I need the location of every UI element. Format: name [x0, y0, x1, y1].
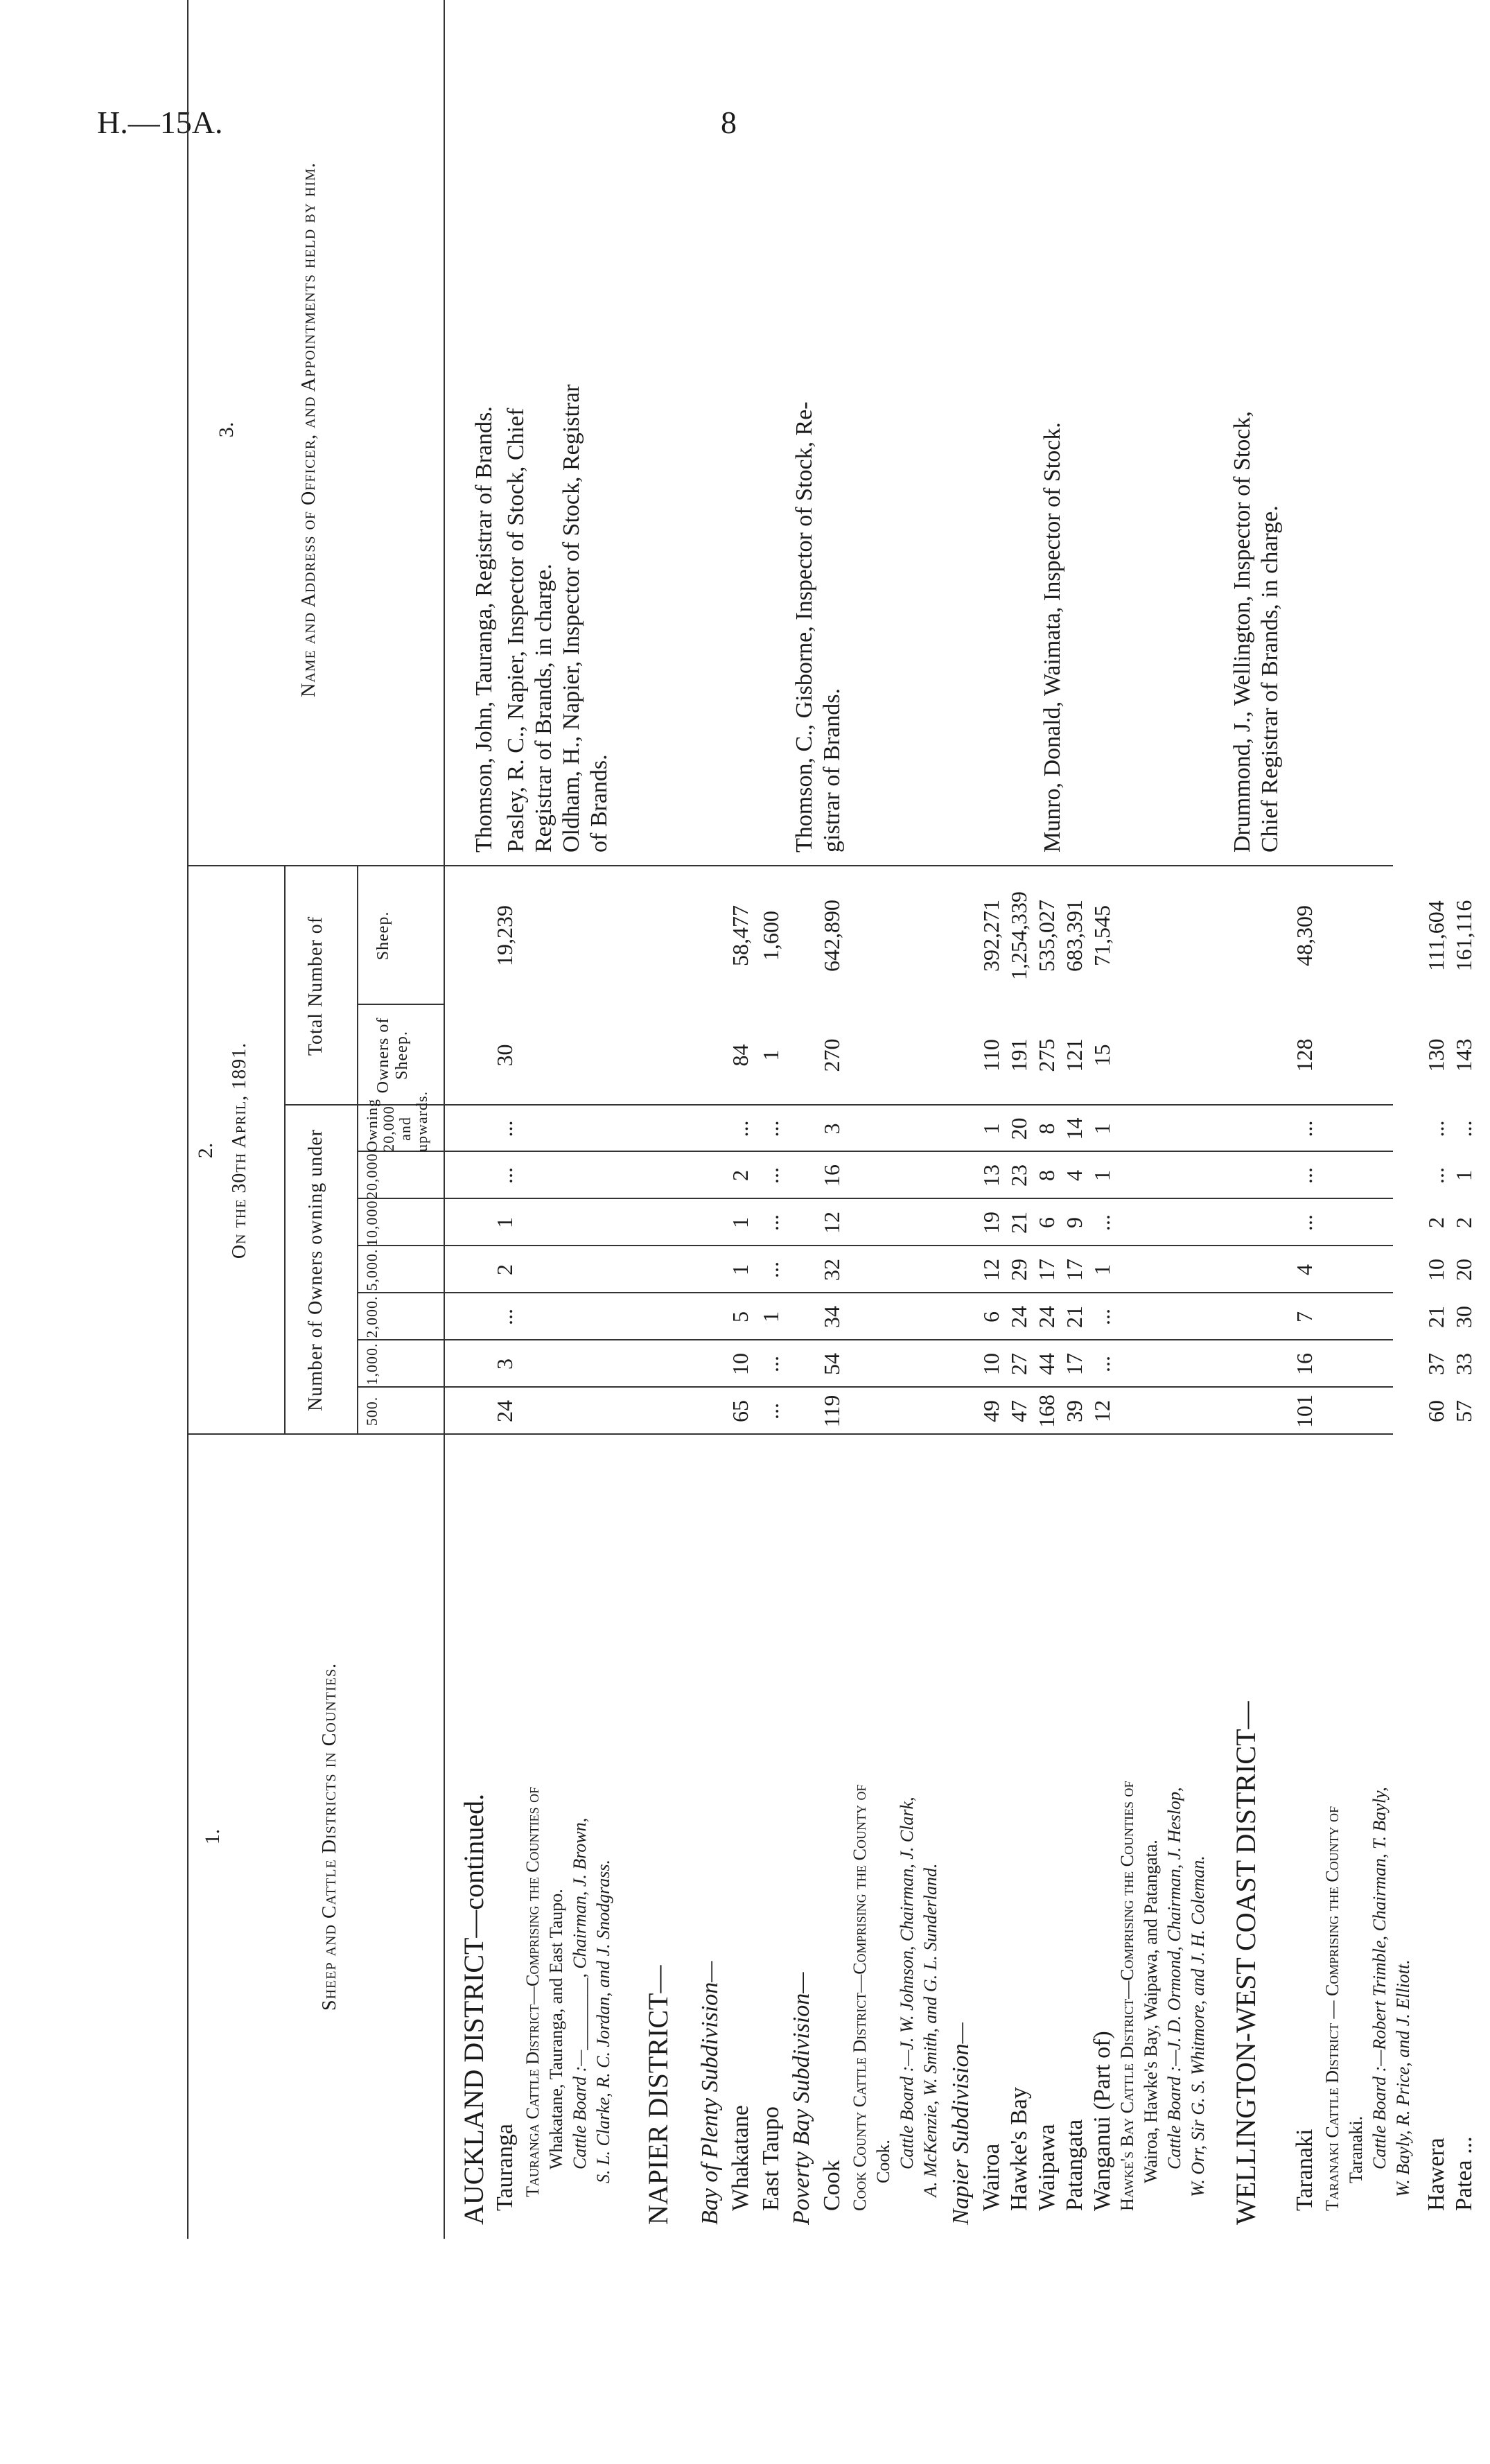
napier-row-v5000: 12 [979, 1259, 1003, 1281]
taranaki-cattle-district: Taranaki Cattle District — Comprising the County of [1322, 1806, 1342, 2211]
taranaki-row-sheep: 48,309 [1292, 905, 1317, 966]
napier-row-owners: 110 [979, 1039, 1003, 1072]
bop-row-v500: ... [758, 1403, 783, 1419]
napier-row-v1000: 27 [1006, 1353, 1031, 1375]
wellington-row-owners: 130 [1423, 1038, 1448, 1072]
napier-row-v20000: 1 [1089, 1170, 1114, 1181]
rule-col2 [187, 865, 1393, 866]
page-number: 8 [721, 105, 737, 140]
napier-officer-2: Oldham, H., Napier, Inspector of Stock, Registrar [559, 384, 584, 853]
taranaki-row-v10000: ... [1292, 1214, 1317, 1231]
rotated-table [187, 0, 1477, 2239]
wellington-row-sheep: 161,116 [1451, 900, 1476, 972]
bop-row-label: East Taupo [758, 2106, 784, 2211]
wellington-row-v20000: ... [1423, 1167, 1448, 1184]
napier-title: NAPIER DISTRICT— [642, 1965, 674, 2225]
wellington-row-v500: 57 [1451, 1400, 1476, 1422]
wellington-row-owners: 143 [1451, 1038, 1476, 1072]
napier-officer-1b: Registrar of Brands, in charge. [531, 563, 556, 853]
rule-owners-group [284, 866, 286, 1435]
napier-row-v500: 49 [979, 1400, 1003, 1422]
cook-row-sheep: 642,890 [819, 900, 844, 972]
napier-row-v500: 12 [1089, 1400, 1114, 1422]
napier-row-v10000: 19 [979, 1212, 1003, 1234]
cook-row-v10000: 12 [819, 1212, 844, 1234]
owners-col-header: 10,000. [363, 1196, 380, 1246]
bop-row-label: Whakatane [728, 2105, 753, 2211]
wellington-officer-1: Drummond, J., Wellington, Inspector of Stock, [1229, 411, 1255, 853]
napier-officer-2b: of Brands. [586, 754, 612, 853]
wellington-row-v2000: 30 [1451, 1306, 1476, 1328]
cook-row-v500: 119 [819, 1395, 844, 1428]
napier-row-v2000: 24 [1006, 1306, 1031, 1328]
rule-total-sub [357, 866, 358, 1106]
wellington-row-vup: ... [1451, 1120, 1476, 1137]
hb-cattle-board: Cattle Board :—J. D. Ormond, Chairman, J. Heslop, [1164, 1787, 1184, 2169]
napier-row-owners: 275 [1034, 1038, 1059, 1072]
napier-officer-1: Pasley, R. C., Napier, Inspector of Stock, Chief [503, 408, 529, 853]
napier-row-v2000: ... [1089, 1309, 1114, 1325]
cook-cattle-board-2: A. McKenzie, W. Smith, and G. L. Sunderland. [920, 1863, 940, 2197]
tauranga-row-v2000: ... [492, 1309, 517, 1325]
wellington-row-vup: ... [1423, 1120, 1448, 1137]
col2-title: On the 30th April, 1891. [229, 1042, 250, 1259]
col2-number: 2. [194, 1142, 217, 1159]
wellington-row-v5000: 20 [1451, 1259, 1476, 1281]
bop-row-sheep: 1,600 [758, 911, 783, 961]
taranaki-cattle-board: Cattle Board :—Robert Trimble, Chairman, T. Bayly, [1369, 1787, 1390, 2169]
napier-officer-4: Munro, Donald, Waimata, Inspector of Stock. [1040, 422, 1065, 853]
bop-row-sheep: 58,477 [728, 905, 753, 966]
napier-row-v1000: ... [1089, 1356, 1114, 1372]
tauranga-row-v500: 24 [492, 1400, 517, 1422]
tauranga-cattle-board: Cattle Board :—________, Chairman, J. Brown, [570, 1817, 590, 2169]
bop-row-v10000: 1 [728, 1217, 753, 1228]
col1-title: Sheep and Cattle Districts in Counties. [319, 1663, 340, 2011]
napier-row-sheep: 392,271 [979, 900, 1003, 972]
taranaki-row-v500: 101 [1292, 1395, 1317, 1428]
owners-col-header: 20,000. [363, 1148, 380, 1199]
taranaki-row-vup: ... [1292, 1120, 1317, 1137]
wellington-row-sheep: 111,604 [1423, 900, 1448, 971]
tauranga-cattle-district: Tauranga Cattle District—Comprising the Counties of [523, 1786, 543, 2197]
bop-row-v1000: 10 [728, 1353, 753, 1375]
col3-number: 3. [215, 421, 238, 438]
bop-row-vup: ... [728, 1120, 753, 1137]
owners-group-title: Number of Owners owning under [305, 1129, 326, 1411]
cook-row-v1000: 54 [819, 1353, 844, 1375]
napier-row-v1000: 17 [1062, 1353, 1087, 1375]
taranaki-cattle-board-2: W. Bayly, R. Price, and J. Elliott. [1393, 1959, 1413, 2197]
napier-row-owners: 121 [1062, 1038, 1087, 1072]
taranaki-row-v1000: 16 [1292, 1353, 1317, 1375]
napier-row-v20000: 23 [1006, 1164, 1031, 1187]
cook-row-v5000: 32 [819, 1259, 844, 1281]
napier-officer-3: Thomson, C., Gisborne, Inspector of Stock, Re- [791, 401, 817, 853]
wellington-row-v20000: 1 [1451, 1170, 1476, 1181]
owners-col-header: 5,000. [363, 1248, 380, 1291]
bop-row-v500: 65 [728, 1400, 753, 1422]
bop-row-v1000: ... [758, 1356, 783, 1372]
poverty-bay-heading: Poverty Bay Subdivision— [789, 1972, 814, 2225]
tauranga-cattle-board-2: S. L. Clarke, R. C. Jordan, and J. Snodgrass. [593, 1859, 613, 2183]
tauranga-row-sheep: 19,239 [492, 905, 517, 966]
napier-row-v10000: ... [1089, 1214, 1114, 1231]
napier-row-v5000: 17 [1034, 1259, 1059, 1281]
napier-row-v1000: 44 [1034, 1353, 1059, 1375]
napier-row-v20000: 4 [1062, 1170, 1087, 1181]
wellington-title: WELLINGTON-WEST COAST DISTRICT— [1230, 1701, 1261, 2225]
bop-row-v20000: ... [758, 1167, 783, 1184]
napier-row-label: Waipawa [1034, 2124, 1060, 2211]
cook-row-owners: 270 [819, 1038, 844, 1072]
tauranga-row-label: Tauranga [492, 2124, 518, 2211]
napier-row-v20000: 8 [1034, 1170, 1059, 1181]
wellington-row-label: Patea ... [1451, 2136, 1477, 2211]
napier-row-sheep: 71,545 [1089, 905, 1114, 966]
napier-row-label: Wanganui (Part of) [1089, 2031, 1115, 2211]
col1-number: 1. [201, 1828, 224, 1845]
cook-row-v2000: 34 [819, 1306, 844, 1328]
napier-row-v2000: 21 [1062, 1306, 1087, 1328]
napier-row-owners: 191 [1006, 1038, 1031, 1072]
napier-row-sheep: 535,027 [1034, 900, 1059, 972]
cook-row-vup: 3 [819, 1123, 844, 1135]
wellington-row-v500: 60 [1423, 1400, 1448, 1422]
tauranga-cattle-district-2: Whakatane, Tauranga, and East Taupo. [546, 1889, 566, 2169]
wellington-row-v10000: 2 [1451, 1217, 1476, 1228]
bop-row-owners: 1 [758, 1049, 783, 1061]
napier-row-label: Hawke's Bay [1006, 2087, 1032, 2211]
bop-row-v5000: ... [758, 1261, 783, 1278]
napier-row-vup: 1 [1089, 1123, 1114, 1135]
bop-row-v2000: 5 [728, 1311, 753, 1322]
total-col-header: Owners of Sheep. [374, 1017, 411, 1094]
wellington-row-v10000: 2 [1423, 1217, 1448, 1228]
napier-row-label: Wairoa [979, 2143, 1004, 2211]
napier-subdivision-heading: Napier Subdivision— [948, 2022, 974, 2225]
rule-owners-sub [357, 1106, 358, 1435]
napier-row-vup: 8 [1034, 1123, 1059, 1135]
cook-cattle-board: Cattle Board :—J. W. Johnson, Chairman, J. Clark, [897, 1797, 917, 2169]
napier-officer-3b: gistrar of Brands. [819, 688, 845, 853]
napier-row-v10000: 21 [1006, 1212, 1031, 1234]
taranaki-row-v5000: 4 [1292, 1264, 1317, 1275]
rule-header [444, 0, 445, 2239]
tauranga-row-v10000: 1 [492, 1217, 517, 1228]
napier-row-sheep: 683,391 [1062, 900, 1087, 972]
napier-row-vup: 1 [979, 1123, 1003, 1135]
wellington-row-v2000: 21 [1423, 1306, 1448, 1328]
napier-row-label: Patangata [1062, 2119, 1087, 2211]
wellington-officer-1b: Chief Registrar of Brands, in charge. [1257, 505, 1283, 853]
wellington-row-v1000: 33 [1451, 1353, 1476, 1375]
auckland-officer: Thomson, John, Tauranga, Registrar of Brands. [471, 406, 497, 853]
total-group-title: Total Number of [305, 916, 326, 1056]
wellington-row-v5000: 10 [1423, 1259, 1448, 1281]
taranaki-row-owners: 128 [1292, 1038, 1317, 1072]
cook-row-v20000: 16 [819, 1164, 844, 1187]
bop-row-owners: 84 [728, 1044, 753, 1067]
cook-row-label: Cook [819, 2160, 845, 2211]
napier-row-v5000: 29 [1006, 1259, 1031, 1281]
page-reference: H.—15A. [97, 105, 223, 140]
napier-row-v10000: 9 [1062, 1217, 1087, 1228]
napier-row-v500: 47 [1006, 1400, 1031, 1422]
bop-row-v20000: 2 [728, 1170, 753, 1181]
tauranga-row-v20000: ... [492, 1167, 517, 1184]
napier-row-v2000: 6 [979, 1311, 1003, 1322]
napier-row-v500: 168 [1034, 1395, 1059, 1428]
bop-row-v2000: 1 [758, 1311, 783, 1322]
tauranga-row-owners: 30 [492, 1044, 517, 1067]
bay-of-plenty-heading: Bay of Plenty Subdivision— [697, 1961, 723, 2225]
tauranga-row-v1000: 3 [492, 1358, 517, 1370]
hb-cattle-board-2: W. Orr, Sir G. S. Whitmore, and J. H. Coleman. [1188, 1855, 1208, 2197]
napier-row-vup: 14 [1062, 1117, 1087, 1140]
tauranga-row-v5000: 2 [492, 1264, 517, 1275]
col3-title: Name and Address of Officer, and Appointments held by him. [298, 162, 319, 697]
napier-row-owners: 15 [1089, 1044, 1114, 1067]
bop-row-vup: ... [758, 1120, 783, 1137]
wellington-row-label: Hawera [1423, 2138, 1449, 2211]
taranaki-row-v2000: 7 [1292, 1311, 1317, 1322]
napier-row-v1000: 10 [979, 1353, 1003, 1375]
napier-row-vup: 20 [1006, 1117, 1031, 1140]
taranaki-row-label: Taranaki [1292, 2129, 1317, 2211]
owners-col-header: 500. [363, 1396, 380, 1426]
cook-cattle-district-2: Cook. [873, 2140, 893, 2183]
owners-col-header: Owning 20,000 and upwards. [363, 1090, 430, 1152]
napier-row-v20000: 13 [979, 1164, 1003, 1187]
napier-row-v5000: 1 [1089, 1264, 1114, 1275]
napier-row-v500: 39 [1062, 1400, 1087, 1422]
tauranga-row-vup: ... [492, 1120, 517, 1137]
owners-col-header: 1,000. [363, 1343, 380, 1386]
napier-row-sheep: 1,254,339 [1006, 891, 1031, 980]
hb-cattle-district-2: Wairoa, Hawke's Bay, Waipawa, and Patangata. [1141, 1840, 1161, 2183]
napier-row-v2000: 24 [1034, 1306, 1059, 1328]
bop-row-v10000: ... [758, 1214, 783, 1231]
wellington-row-v1000: 37 [1423, 1353, 1448, 1375]
bop-row-v5000: 1 [728, 1264, 753, 1275]
total-col-header: Sheep. [374, 911, 392, 961]
owners-col-header: 2,000. [363, 1295, 380, 1338]
rule-top [187, 0, 189, 2239]
hb-cattle-district: Hawke's Bay Cattle District—Comprising the Counties of [1117, 1781, 1137, 2211]
napier-row-v10000: 6 [1034, 1217, 1059, 1228]
cook-cattle-district: Cook County Cattle District—Comprising the County of [850, 1784, 870, 2211]
taranaki-cattle-district-2: Taranaki. [1346, 2115, 1366, 2183]
napier-row-v5000: 17 [1062, 1259, 1087, 1281]
taranaki-row-v20000: ... [1292, 1167, 1317, 1184]
auckland-title: AUCKLAND DISTRICT—continued. [458, 1793, 489, 2225]
